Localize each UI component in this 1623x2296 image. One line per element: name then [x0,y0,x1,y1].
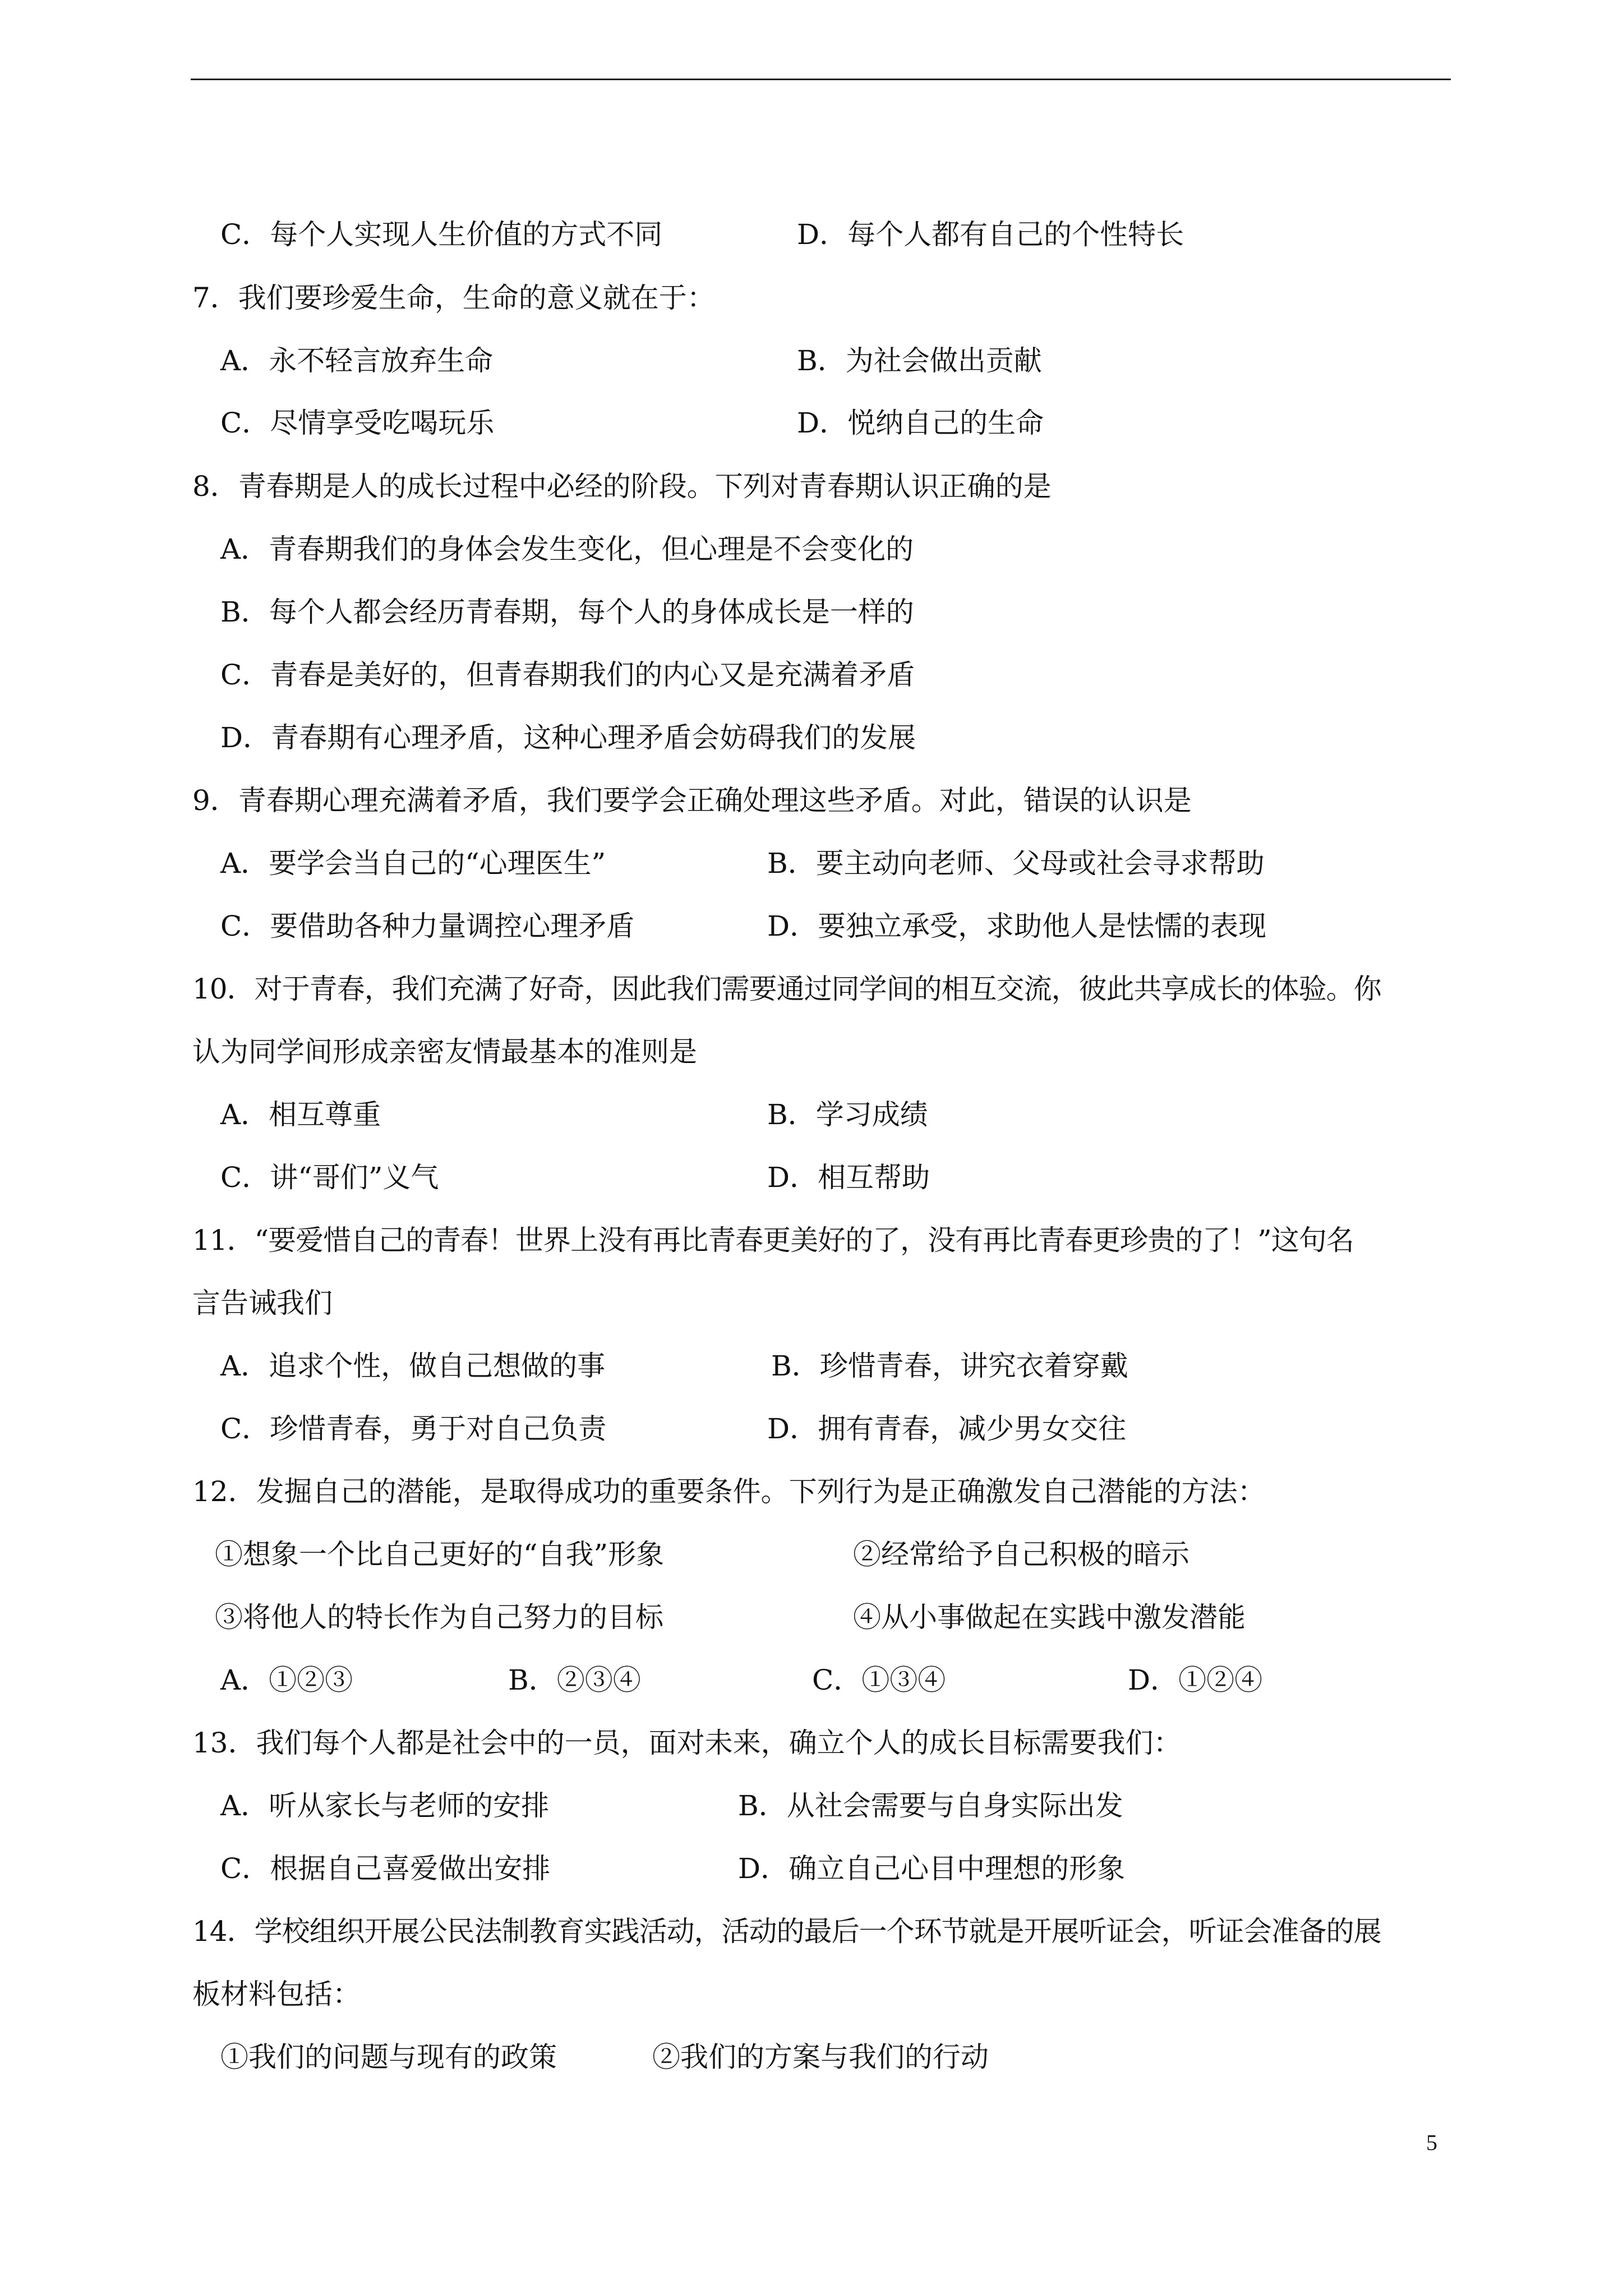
q7-option-a: A．永不轻言放弃生命 [220,344,494,377]
q12-option-d: D．①②④ [1128,1664,1263,1696]
q12-item-2: ②经常给予自己积极的暗示 [853,1538,1189,1571]
q7-stem: 7．我们要珍爱生命，生命的意义就在于： [192,282,715,314]
q7-option-d: D．悦纳自己的生命 [797,407,1044,439]
q12-item-3: ③将他人的特长作为自己努力的目标 [215,1601,663,1634]
q11-stem-line1: 11．“要爱惜自己的青春！世界上没有再比青春更美好的了，没有再比青春更珍贵的了！”这句名 [192,1224,1354,1257]
q12-stem: 12．发掘自己的潜能，是取得成功的重要条件。下列行为是正确激发自己潜能的方法： [192,1475,1266,1508]
q8-option-c: C．青春是美好的，但青春期我们的内心又是充满着矛盾 [220,659,915,691]
q8-option-a: A．青春期我们的身体会发生变化，但心理是不会变化的 [220,533,914,565]
q10-option-a: A．相互尊重 [220,1098,381,1131]
q10-stem-line2: 认为同学间形成亲密友情最基本的准则是 [192,1036,697,1068]
q6-option-d: D．每个人都有自己的个性特长 [797,218,1184,251]
q8-option-b: B．每个人都会经历青春期，每个人的身体成长是一样的 [220,596,914,628]
q14-item-2: ②我们的方案与我们的行动 [652,2041,989,2073]
q13-option-b: B．从社会需要与自身实际出发 [738,1789,1123,1822]
q9-option-c: C．要借助各种力量调控心理矛盾 [220,910,635,942]
q9-option-b: B．要主动向老师、父母或社会寻求帮助 [767,847,1265,880]
q10-option-c: C．讲“哥们”义气 [220,1161,439,1194]
page-number: 5 [1426,2130,1437,2155]
q11-option-c: C．珍惜青春，勇于对自己负责 [220,1412,607,1445]
q9-option-a: A．要学会当自己的“心理医生” [220,847,606,880]
q12-option-a: A．①②③ [220,1664,353,1696]
q13-option-d: D．确立自己心目中理想的形象 [738,1852,1126,1885]
q12-option-c: C．①③④ [812,1664,946,1696]
q11-stem-line2: 言告诫我们 [192,1287,333,1319]
header-rule [191,79,1451,80]
q12-item-4: ④从小事做起在实践中激发潜能 [853,1601,1246,1634]
q8-stem: 8．青春期是人的成长过程中必经的阶段。下列对青春期认识正确的是 [192,470,1052,503]
q7-option-b: B．为社会做出贡献 [797,344,1042,377]
q9-option-d: D．要独立承受，求助他人是怯懦的表现 [767,910,1267,942]
q12-option-b: B．②③④ [508,1664,641,1696]
q8-option-d: D．青春期有心理矛盾，这种心理矛盾会妨碍我们的发展 [220,721,916,754]
q10-stem-line1: 10．对于青春，我们充满了好奇，因此我们需要通过同学间的相互交流，彼此共享成长的体验。你 [192,973,1381,1005]
q13-stem: 13．我们每个人都是社会中的一员，面对未来，确立个人的成长目标需要我们： [192,1727,1182,1759]
q11-option-b: B．珍惜青春，讲究衣着穿戴 [771,1350,1128,1382]
q13-option-a: A．听从家长与老师的安排 [220,1789,550,1822]
q14-stem-line1: 14．学校组织开展公民法制教育实践活动，活动的最后一个环节就是开展听证会，听证会准备的展 [192,1915,1381,1948]
q6-option-c: C．每个人实现人生价值的方式不同 [220,218,663,251]
q9-stem: 9．青春期心理充满着矛盾，我们要学会正确处理这些矛盾。对此，错误的认识是 [192,784,1192,817]
q11-option-d: D．拥有青春，减少男女交往 [767,1412,1127,1445]
q11-option-a: A．追求个性，做自己想做的事 [220,1350,606,1382]
q7-option-c: C．尽情享受吃喝玩乐 [220,407,495,439]
q14-item-1: ①我们的问题与现有的政策 [220,2041,557,2073]
q10-option-d: D．相互帮助 [767,1161,930,1194]
q13-option-c: C．根据自己喜爱做出安排 [220,1852,551,1885]
q10-option-b: B．学习成绩 [767,1098,928,1131]
q14-stem-line2: 板材料包括： [192,1978,361,2010]
q12-item-1: ①想象一个比自己更好的“自我”形象 [215,1538,665,1571]
